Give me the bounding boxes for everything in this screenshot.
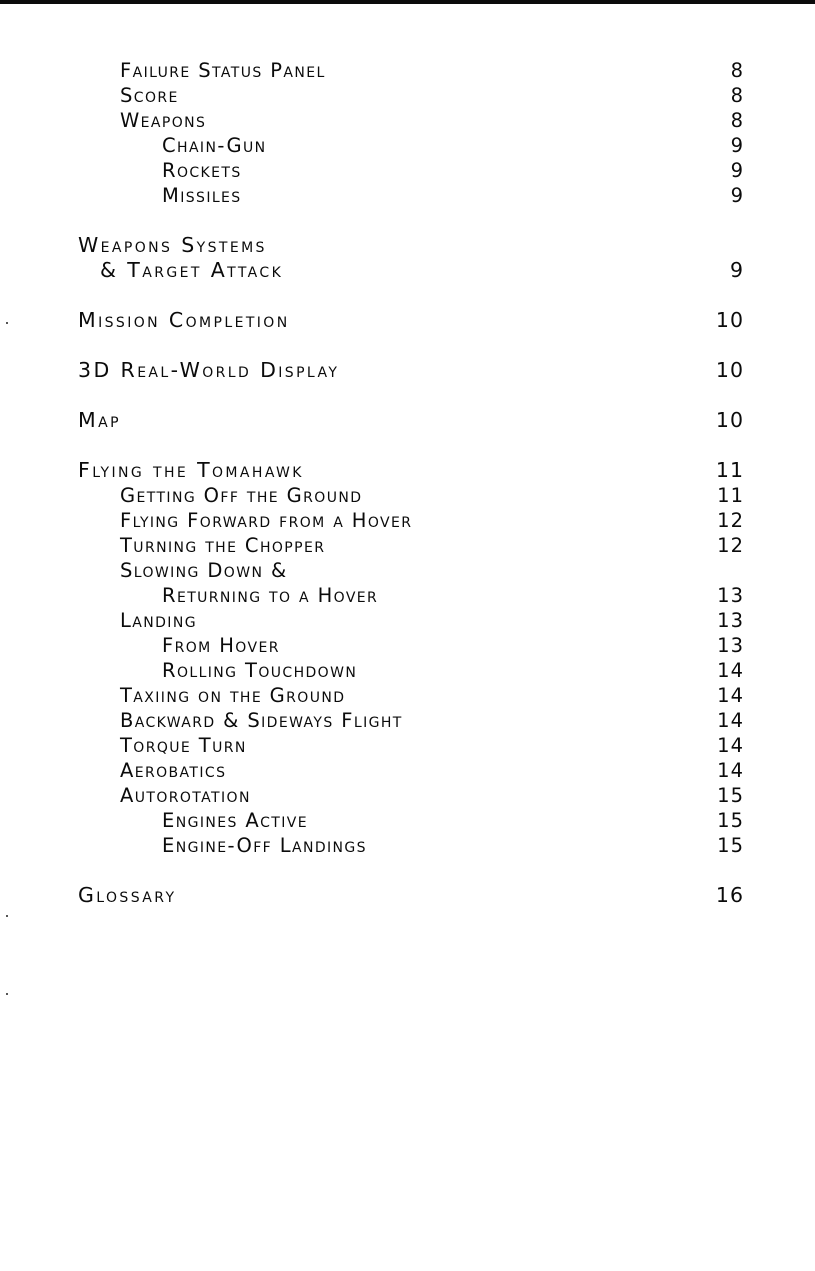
scan-speck <box>6 993 8 995</box>
toc-entry-label: Weapons Systems <box>78 233 267 257</box>
toc-entry-mission-completion <box>78 308 744 333</box>
toc-entry-label: & Target Attack <box>100 258 284 282</box>
toc-entry-page: 9 <box>729 258 744 282</box>
toc-entry-label: Glossary <box>78 883 177 907</box>
toc-entry-score <box>78 83 744 108</box>
toc-entry-label: Flying Forward from a Hover <box>120 509 413 532</box>
toc-entry-label: 3D Real-World Display <box>78 358 340 382</box>
toc-entry-page: 9 <box>730 184 744 207</box>
toc-entry-backward-sideways-flight <box>78 708 744 733</box>
table-of-contents <box>78 58 744 908</box>
toc-entry-page: 14 <box>717 684 744 707</box>
toc-entry-weapons <box>78 108 744 133</box>
toc-entry-taxiing-on-the-ground <box>78 683 744 708</box>
toc-entry-flying-forward <box>78 508 744 533</box>
toc-entry-engine-off-landings <box>78 833 744 858</box>
toc-entry-page: 15 <box>717 809 744 832</box>
toc-entry-rolling-touchdown <box>78 658 744 683</box>
toc-entry-weapons-systems <box>78 233 744 258</box>
toc-entry-from-hover <box>78 633 744 658</box>
toc-entry-page: 8 <box>730 59 744 82</box>
toc-entry-page: 13 <box>717 584 744 607</box>
toc-entry-label: Slowing Down & <box>120 559 288 582</box>
toc-entry-target-attack <box>78 258 744 283</box>
toc-entry-page: 14 <box>717 659 744 682</box>
toc-entry-page: 10 <box>715 358 744 382</box>
toc-entry-autorotation <box>78 783 744 808</box>
toc-entry-glossary <box>78 883 744 908</box>
toc-entry-label: Mission Completion <box>78 308 290 332</box>
toc-entry-page: 10 <box>715 308 744 332</box>
toc-entry-page: 14 <box>717 709 744 732</box>
toc-entry-failure-status-panel <box>78 58 744 83</box>
toc-entry-label: Torque Turn <box>120 734 247 757</box>
toc-entry-page: 12 <box>717 534 744 557</box>
toc-entry-page: 12 <box>717 509 744 532</box>
toc-entry-label: Backward & Sideways Flight <box>120 709 403 732</box>
toc-entry-page: 13 <box>717 634 744 657</box>
toc-entry-label: Turning the Chopper <box>120 534 326 557</box>
toc-entry-landing <box>78 608 744 633</box>
toc-entry-returning-to-a-hover <box>78 583 744 608</box>
toc-entry-label: Flying the Tomahawk <box>78 458 304 482</box>
toc-entry-3d-real-world-display <box>78 358 744 383</box>
toc-entry-turning-the-chopper <box>78 533 744 558</box>
toc-entry-label: Failure Status Panel <box>120 59 326 82</box>
toc-entry-page: 13 <box>717 609 744 632</box>
toc-entry-chain-gun <box>78 133 744 158</box>
toc-entry-label: Map <box>78 408 121 432</box>
toc-entry-label: Landing <box>120 609 197 632</box>
toc-entry-page: 14 <box>717 759 744 782</box>
toc-entry-label: Autorotation <box>120 784 251 807</box>
toc-entry-label: Engine-Off Landings <box>162 834 367 857</box>
toc-entry-page: 8 <box>730 109 744 132</box>
toc-entry-page: 8 <box>730 84 744 107</box>
toc-entry-page: 9 <box>730 134 744 157</box>
toc-entry-label: Rolling Touchdown <box>162 659 358 682</box>
toc-entry-page: 15 <box>717 784 744 807</box>
toc-entry-label: Taxiing on the Ground <box>120 684 346 707</box>
toc-entry-label: Weapons <box>120 109 207 132</box>
toc-entry-flying-the-tomahawk <box>78 458 744 483</box>
toc-entry-page: 9 <box>730 159 744 182</box>
toc-entry-torque-turn <box>78 733 744 758</box>
toc-entry-label: Missiles <box>162 184 242 207</box>
toc-entry-aerobatics <box>78 758 744 783</box>
toc-entry-page: 16 <box>715 883 744 907</box>
scan-speck <box>6 915 8 917</box>
toc-entry-label: Aerobatics <box>120 759 227 782</box>
toc-entry-getting-off-the-ground <box>78 483 744 508</box>
toc-entry-label: Getting Off the Ground <box>120 484 363 507</box>
toc-entry-label: Returning to a Hover <box>162 584 379 607</box>
toc-entry-label: Rockets <box>162 159 242 182</box>
toc-entry-page: 15 <box>717 834 744 857</box>
toc-entry-engines-active <box>78 808 744 833</box>
toc-entry-page: 11 <box>715 458 744 482</box>
toc-entry-label: Score <box>120 84 179 107</box>
toc-entry-missiles <box>78 183 744 208</box>
toc-entry-slowing-down <box>78 558 744 583</box>
toc-entry-label: Engines Active <box>162 809 308 832</box>
toc-entry-label: From Hover <box>162 634 280 657</box>
scan-speck <box>6 322 8 324</box>
toc-entry-page: 10 <box>715 408 744 432</box>
toc-entry-page: 14 <box>717 734 744 757</box>
toc-entry-label: Chain-Gun <box>162 134 267 157</box>
top-border-rule <box>0 0 815 4</box>
toc-entry-map <box>78 408 744 433</box>
toc-entry-rockets <box>78 158 744 183</box>
toc-entry-page: 11 <box>717 484 744 507</box>
